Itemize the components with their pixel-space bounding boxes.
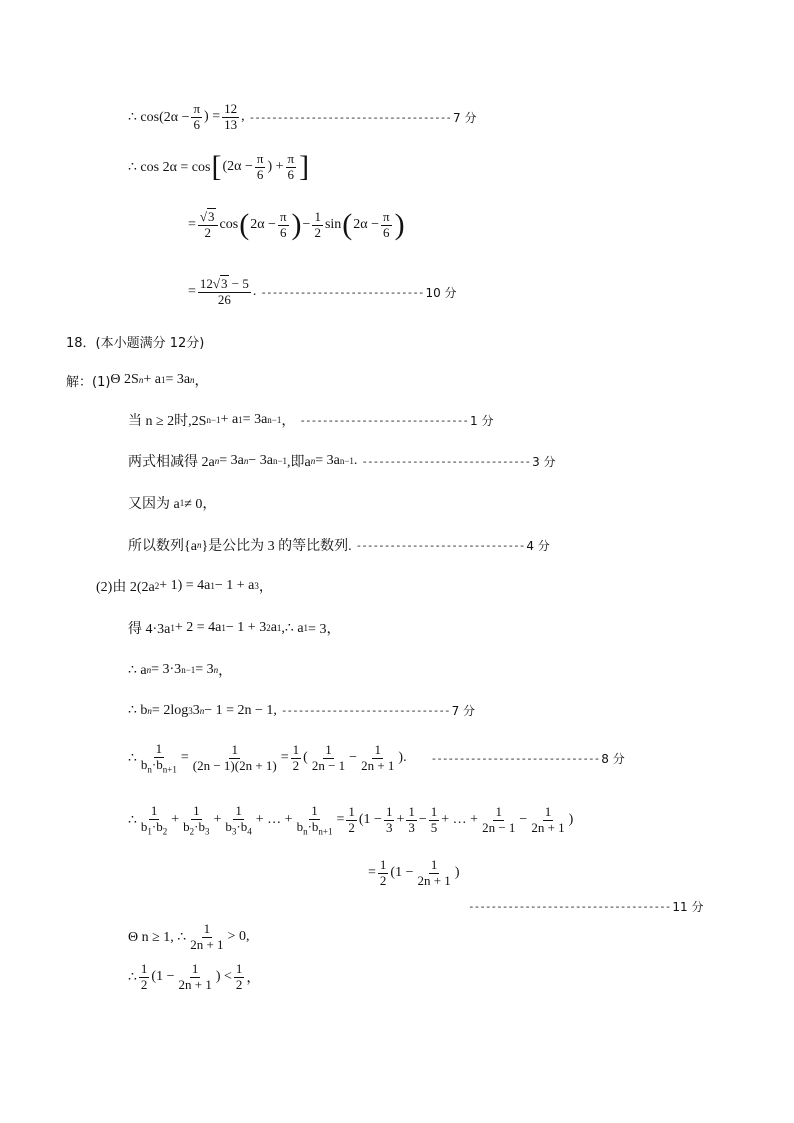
expr-text: ∴ a — [128, 662, 147, 678]
fraction: $\frac{\pi}{6}$ — [383, 209, 390, 240]
expr-text: = 3·3 — [151, 662, 182, 677]
expr-text: + 1) = 4a — [159, 578, 211, 593]
denominator: 2n + 1 — [531, 819, 565, 835]
step-cos2a-line: ∴ cos 2α = cos [ (2α − $\frac{\pi}{6}$ ) + $\frac{\pi}{6}$ ] — [128, 150, 310, 184]
expr-text: − 1 + 3 — [225, 620, 267, 635]
expr-text: ( — [303, 750, 308, 766]
step-telescoping-sum: ∴ $\frac{1}{b_1\cdot b_2}$ + $\frac{1}{b_2\cdot b_3}$ + $\frac{1}{b_3\cdot b_4}$ + … + $\frac{1}{b_n\cdot b_{n+1}}$ = $\frac{1}{2}$ (1 − $\frac{1}{3}$ + $\frac{1}{3}$ − $\frac{1}{5}$ + … + $\frac{1}{2n - 1}$ − $\frac{1}{2n + 1}$ ) — [128, 803, 574, 837]
expr-text: . — [252, 284, 257, 300]
expr-text: ,即a — [287, 455, 311, 470]
part2-line: (2)由 2(2a 2 + 1) = 4a 1 − 1 + a 3 ， — [96, 578, 273, 595]
expr-text: (1 − — [390, 865, 414, 881]
radicand: 3 — [208, 209, 215, 224]
denominator: 2 — [314, 224, 321, 240]
denominator: 13 — [224, 116, 238, 132]
fraction: $\frac{1}{2n + 1}$ — [178, 961, 212, 992]
fraction: $\frac{12√3 - 5}{26}$ — [199, 276, 249, 307]
expr-text: ) — [568, 812, 574, 828]
numerator: 1 — [348, 804, 355, 819]
expr-text: ， — [194, 374, 209, 389]
score-leader: ------------------------------ — [355, 538, 525, 552]
score-mark: 7 分 — [451, 704, 476, 718]
score-mark: 3 分 — [532, 454, 556, 469]
denominator: 2n + 1 — [361, 757, 395, 773]
denominator: 2n + 1 — [178, 976, 212, 992]
expr-text: 得 4·3a — [128, 622, 171, 637]
equals-sign: = — [280, 750, 289, 766]
denominator: 5 — [430, 819, 438, 835]
fraction: $\frac{1}{b_3\cdot b_4}$ — [225, 803, 252, 837]
expr-text: = 3a — [242, 412, 268, 427]
score-leader: ------------------------------ — [280, 704, 450, 717]
step-n-ge-2 — [128, 410, 494, 430]
expr-text: (2α − — [222, 159, 253, 175]
expr-text: ) + — [267, 159, 284, 175]
fraction: $\frac{1}{b_1\cdot b_2}$ — [140, 803, 168, 837]
denominator: 26 — [217, 291, 231, 307]
score-mark: 7 分 — [453, 110, 477, 125]
fraction: $\frac{1}{2n - 1}$ — [311, 742, 346, 773]
score-leader: ------------------------------------ — [468, 900, 671, 913]
fraction — [346, 805, 357, 836]
expr-text: Θ n ≥ 1, ∴ — [128, 929, 187, 945]
fraction: $\frac{1}{5}$ — [430, 804, 438, 835]
expr-text: 2α − — [353, 217, 380, 233]
score-leader: ------------------------------ — [430, 751, 600, 765]
subscript: n−1 — [267, 415, 282, 425]
expr-text: − 1 = 2n − 1, — [204, 702, 277, 718]
step-bn-formula: ∴ b n = 2log 3 3 n − 1 = 2n − 1, ------------------------------ 7 分 — [128, 702, 476, 718]
solution-part1-line: 解：(1) Θ 2S n + a 1 = 3a n ， — [66, 372, 209, 390]
expr-text: ∴ cos 2α = cos — [128, 159, 211, 175]
expr-text: cos — [219, 217, 239, 233]
expr-text: = 3， — [308, 622, 341, 637]
expr-text: (2)由 2(2a — [96, 580, 155, 595]
expr-text: 3 — [192, 702, 200, 718]
fraction — [278, 210, 289, 241]
expr-text: ∴ cos(2α − — [128, 109, 190, 125]
fraction — [188, 922, 225, 953]
step-n-ge-1 — [128, 922, 249, 953]
expr-text: 2α − — [250, 217, 276, 233]
expr-text: > 0, — [227, 929, 250, 945]
expr-text: ∴ — [128, 969, 137, 985]
expr-text: − — [349, 750, 358, 766]
denominator: 2 — [379, 872, 387, 888]
score-mark: 4 分 — [526, 538, 550, 553]
expr-text: ≠ 0， — [184, 497, 217, 512]
numerator: 1 — [155, 741, 163, 756]
expr-text: + a — [143, 372, 161, 387]
expr-text: (1 − — [151, 969, 175, 985]
fraction — [286, 152, 297, 183]
step-solve-a1: 得 4·3a 1 + 2 = 4a 1 − 1 + 3 2 a 1 ,∴ a 1 = 3， — [128, 620, 341, 637]
expr-text: 两式相减得 2a — [128, 455, 215, 470]
score-leader: ------------------------------------ — [248, 110, 452, 124]
equals-sign: = — [188, 284, 196, 300]
expr-text: + — [171, 812, 180, 828]
expr-text: a — [270, 620, 277, 635]
denominator: 2n + 1 — [190, 936, 224, 952]
fraction: $\frac{1}{2n + 1}$ — [361, 742, 395, 773]
expr-text: + … + — [441, 812, 479, 828]
score-leader: ------------------------------ — [361, 454, 531, 468]
expr-text: ). — [398, 750, 407, 766]
fraction: $\frac{1}{3}$ — [408, 804, 415, 835]
equals-sign: = — [188, 217, 196, 233]
expr-text: ) < — [215, 969, 232, 985]
expr-text: ∴ b — [128, 703, 148, 718]
score-mark: 1 分 — [470, 413, 494, 428]
expr-text: }是公比为 3 的等比数列. — [201, 539, 352, 554]
fraction: $\frac{1}{2}$ — [292, 742, 300, 773]
denominator: (2n − 1)(2n + 1) — [192, 757, 277, 773]
expr-text: ， — [246, 971, 261, 987]
step-cos-line: ∴ cos(2α − $\frac{\pi}{6}$ ) = $\frac{12}{13}$ , ------------------------------------ 7 分 — [128, 101, 477, 132]
part-label: 解：(1) — [66, 374, 111, 390]
equals-sign: = — [368, 865, 376, 881]
numerator: 12 — [224, 101, 238, 116]
expr-text: + 2 = 4a — [174, 620, 222, 635]
expr-text: + a — [220, 412, 239, 427]
step-split-fraction — [128, 742, 625, 775]
denominator: 6 — [279, 224, 287, 240]
denominator: 6 — [193, 116, 200, 132]
numerator: π — [287, 151, 295, 166]
expr-text: 所以数列{a — [128, 539, 197, 554]
fraction: $\frac{1}{2n + 1}$ — [417, 857, 451, 888]
denominator: 2n − 1 — [482, 819, 516, 835]
expr-text: ,∴ a — [281, 620, 304, 636]
expr-text: (1 − — [358, 812, 382, 828]
expr-text: = 3a — [165, 372, 191, 387]
question-18-title — [66, 332, 204, 351]
expr-text: = 3 — [195, 662, 214, 677]
expr-text: = 2log — [151, 702, 189, 718]
subscript: n−1 — [206, 415, 221, 425]
equals-sign: = — [180, 750, 189, 766]
question-title: 18．(本小题满分 12分) — [66, 336, 205, 351]
expr-text: ∴ — [128, 812, 137, 828]
denominator: 2n + 1 — [417, 872, 451, 888]
step-expand-line: = $\frac{√3}{2}$ cos ( 2α − $\frac{\pi}{6}$ ) − $\frac{1}{2}$ sin ( 2α − $\frac{\pi}{6}$ ) — [188, 208, 405, 242]
expr-text: ， — [281, 414, 296, 429]
step-subtract: 两式相减得 2a n = 3a n − 3a n−1 ,即a n = 3a n−1 . ------------------------------ 3 分 — [128, 453, 556, 470]
expr-text: . — [353, 453, 358, 468]
expr-text: + … + — [255, 812, 293, 828]
denominator: 2 — [204, 224, 211, 240]
expr-text: = 3a — [219, 453, 244, 468]
expr-text: Θ 2S — [110, 372, 139, 387]
expr-text: sin — [324, 217, 342, 233]
denominator: 2 — [348, 819, 355, 835]
expr-text: 当 n ≥ 2时,2S — [128, 414, 207, 429]
fraction — [378, 858, 389, 889]
denominator: 6 — [287, 166, 295, 182]
score-leader: ----------------------------- — [260, 285, 424, 299]
step-telescoped — [368, 858, 459, 889]
expr-text: − — [302, 217, 311, 233]
numerator: 1 — [314, 209, 321, 224]
radicand: 3 — [221, 276, 228, 291]
expr-text: ) — [454, 865, 460, 881]
step-final-inequality — [128, 962, 260, 993]
expr-text: − 1 + a — [214, 578, 255, 593]
expr-text: ， — [258, 580, 273, 595]
fraction — [191, 102, 202, 133]
score-leader: ------------------------------ — [299, 413, 469, 427]
fraction: $\frac{1}{2}$ — [235, 961, 243, 992]
fraction — [312, 210, 323, 241]
denominator: 2n − 1 — [311, 757, 346, 773]
fraction: $\frac{1}{b_n\cdot b_{n+1}}$ — [296, 803, 333, 837]
fraction: $\frac{1}{(2n - 1)(2n + 1)}$ — [192, 742, 277, 773]
denominator: 3 — [385, 819, 393, 835]
fraction: $\frac{\pi}{6}$ — [256, 151, 264, 182]
fraction: $\frac{1}{3}$ — [385, 804, 393, 835]
denominator: 2 — [292, 757, 300, 773]
expr-text: ) = — [204, 109, 221, 125]
step-result-line — [188, 277, 457, 308]
score-11-line — [464, 898, 704, 915]
step-geometric: 所以数列{a n }是公比为 3 的等比数列. ------------------------------ 4 分 — [128, 535, 550, 555]
fraction — [222, 102, 239, 133]
numerator: 1 — [140, 961, 148, 976]
step-an-formula: ∴ a n = 3·3 n−1 = 3 n ， — [128, 662, 233, 679]
numerator: 1 — [379, 857, 387, 872]
step-a1-nonzero: 又因为 a 1 ≠ 0， — [128, 493, 216, 513]
equals-sign: = — [336, 812, 345, 828]
fraction — [139, 962, 150, 993]
expr-text: − 3a — [248, 453, 273, 468]
expr-text: ∴ — [128, 750, 137, 766]
expr-text: = 3a — [315, 453, 340, 468]
numerator: π — [279, 209, 287, 224]
score-mark: 10 分 — [425, 285, 457, 300]
fraction: $\frac{1}{2n - 1}$ — [482, 804, 516, 835]
fraction: $\frac{1}{b_n\cdot b_{n+1}}$ — [140, 741, 177, 775]
fraction: $\frac{1}{2n + 1}$ — [531, 804, 565, 835]
expr-text: − 5 — [228, 276, 249, 291]
score-mark: 11 分 — [672, 900, 704, 914]
expr-text: 12 — [199, 276, 213, 291]
numerator: 1 — [203, 921, 211, 936]
fraction: $\frac{1}{b_2\cdot b_3}$ — [183, 803, 210, 837]
expr-text: 又因为 a — [128, 497, 180, 512]
expr-text: ， — [218, 664, 233, 679]
numerator: π — [193, 101, 201, 116]
fraction: $\frac{√3}{2}$ — [198, 210, 218, 241]
score-mark: 8 分 — [601, 751, 625, 766]
denominator: 2 — [140, 976, 148, 992]
subscript: 1 — [238, 415, 243, 425]
